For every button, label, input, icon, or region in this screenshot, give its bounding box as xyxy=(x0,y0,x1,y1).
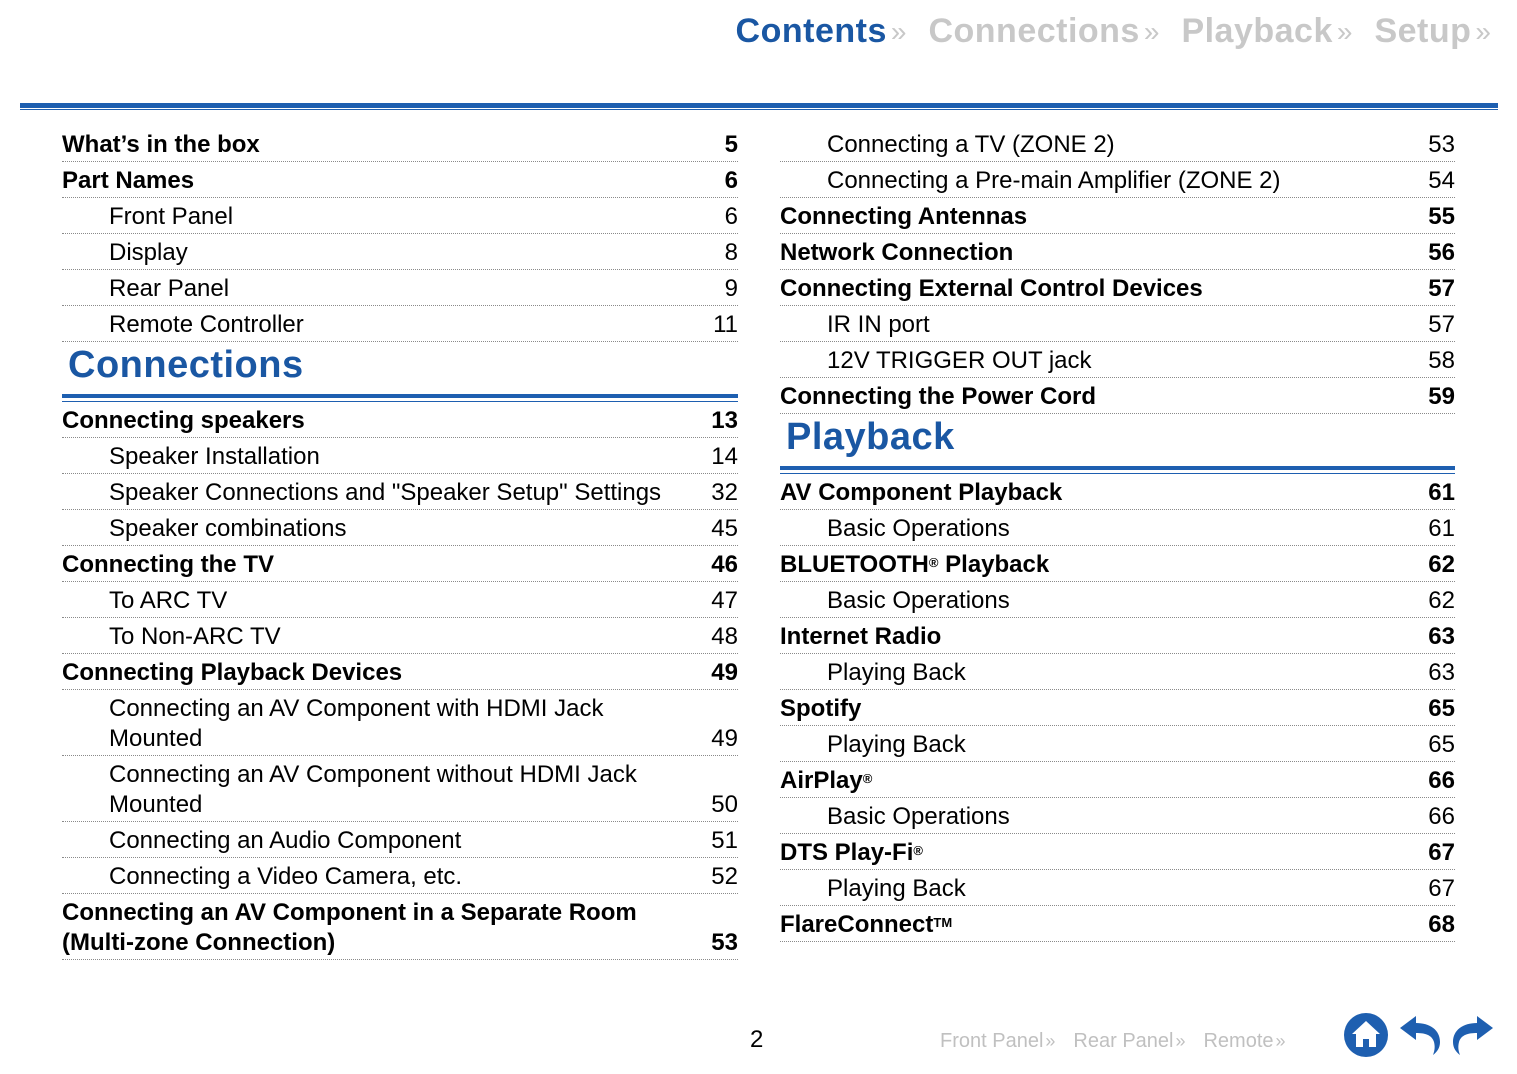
double-chevron-icon: » xyxy=(1475,15,1491,47)
footer-link-rear-panel[interactable] xyxy=(1073,1030,1185,1053)
toc-entry[interactable] xyxy=(780,474,1455,510)
section-rule-thin xyxy=(62,401,738,402)
toc-entry-title xyxy=(827,874,966,904)
toc-entry-title xyxy=(827,310,930,340)
toc-entry-page: 5 xyxy=(724,131,738,158)
page-number: 2 xyxy=(750,1026,764,1053)
toc-entry-title-text: Speaker combinations xyxy=(109,515,347,542)
toc-subentry[interactable] xyxy=(62,270,738,306)
section-rule xyxy=(780,466,1455,470)
section-title: Connections xyxy=(68,344,304,386)
toc-subentry[interactable] xyxy=(62,234,738,270)
toc-entry-page: 45 xyxy=(711,515,738,542)
nav-setup-label: Setup xyxy=(1374,12,1472,50)
toc-entry-page: 49 xyxy=(711,725,738,752)
toc-entry-title xyxy=(109,310,304,340)
toc-entry-title xyxy=(827,514,1010,544)
toc-entry-title-text: DTS Play-Fi xyxy=(780,839,914,866)
trademark-mark: ® xyxy=(913,843,923,858)
header-rule-thin xyxy=(20,109,1498,110)
toc-entry-page: 61 xyxy=(1428,479,1455,506)
section-rule xyxy=(62,394,738,398)
toc-entry-page: 48 xyxy=(711,623,738,650)
nav-playback[interactable] xyxy=(1181,12,1352,51)
toc-entry-page: 53 xyxy=(1428,131,1455,158)
nav-contents[interactable] xyxy=(736,12,907,51)
toc-left-column xyxy=(62,126,738,960)
toc-entry-page: 67 xyxy=(1428,875,1455,902)
toc-entry-title-text: Playing Back xyxy=(827,659,966,686)
toc-entry-page: 9 xyxy=(724,275,738,302)
toc-entry-title-text: Connecting an AV Component with HDMI Jack Mounted xyxy=(109,695,604,752)
toc-entry-title xyxy=(62,550,274,580)
toc-entry-title xyxy=(780,622,941,652)
toc-entry-page: 6 xyxy=(724,167,738,194)
footer-link-label: Remote xyxy=(1203,1030,1274,1052)
toc-entry-title xyxy=(780,202,1027,232)
toc-entry[interactable] xyxy=(780,906,1455,942)
toc-entry-title xyxy=(827,802,1010,832)
toc-entry-title xyxy=(827,586,1010,616)
toc-entry-title-text: Playing Back xyxy=(827,875,966,902)
toc-entry-title xyxy=(827,130,1115,160)
toc-entry-title xyxy=(62,658,402,688)
toc-entry-title-text: Spotify xyxy=(780,695,862,722)
toc-entry-title-text: Connecting the TV xyxy=(62,551,274,578)
toc-entry-title-text: 12V TRIGGER OUT jack xyxy=(827,347,1092,374)
toc-entry-title-text: Basic Operations xyxy=(827,803,1010,830)
toc-entry-page: 14 xyxy=(711,443,738,470)
toc-entry-title-suffix: Playback xyxy=(938,551,1050,578)
toc-entry-page: 62 xyxy=(1428,551,1455,578)
toc-entry[interactable] xyxy=(780,618,1455,654)
toc-entry-title xyxy=(109,274,229,304)
toc-entry[interactable] xyxy=(62,546,738,582)
section-title: Playback xyxy=(786,416,955,458)
toc-entry[interactable] xyxy=(780,234,1455,270)
toc-intro-list xyxy=(62,126,738,342)
toc-subentry[interactable] xyxy=(780,798,1455,834)
toc-entry[interactable] xyxy=(780,378,1455,414)
toc-entry-title-text: Rear Panel xyxy=(109,275,230,302)
toc-entry-page: 68 xyxy=(1428,911,1455,938)
toc-entry-page: 55 xyxy=(1428,203,1455,230)
toc-entry-title-text: Connecting Playback Devices xyxy=(62,659,403,686)
toc-subentry[interactable] xyxy=(780,342,1455,378)
toc-entry-title xyxy=(780,238,1013,268)
toc-subentry[interactable] xyxy=(62,510,738,546)
toc-entry-title-text: Connecting the Power Cord xyxy=(780,383,1097,410)
toc-entry-title-text: Connecting External Control Devices xyxy=(780,275,1203,302)
nav-connections[interactable] xyxy=(928,12,1159,51)
toc-subentry[interactable] xyxy=(780,162,1455,198)
toc-entry-title-text: Speaker Installation xyxy=(109,443,320,470)
toc-entry-title-text: Connecting a Video Camera, etc. xyxy=(109,863,463,890)
toc-entry-page: 57 xyxy=(1428,311,1455,338)
toc-connections-list xyxy=(62,402,738,960)
toc-entry[interactable] xyxy=(62,402,738,438)
toc-entry-page: 11 xyxy=(713,311,738,338)
toc-subentry[interactable] xyxy=(780,306,1455,342)
toc-entry-page: 57 xyxy=(1428,275,1455,302)
toc-entry-page: 32 xyxy=(711,479,738,506)
header-rule xyxy=(20,103,1498,108)
footer-link-label: Front Panel xyxy=(940,1030,1044,1052)
toc-connections-cont-list xyxy=(780,126,1455,414)
toc-entry-title xyxy=(780,478,1062,508)
double-chevron-icon: » xyxy=(1275,1031,1286,1051)
nav-contents-label: Contents xyxy=(735,12,887,50)
toc-entry[interactable] xyxy=(780,198,1455,234)
toc-entry-page: 47 xyxy=(711,587,738,614)
toc-entry[interactable] xyxy=(62,162,738,198)
toc-subentry[interactable] xyxy=(780,510,1455,546)
toc-entry-title xyxy=(109,442,320,472)
toc-entry-title xyxy=(780,382,1096,412)
toc-entry-page: 49 xyxy=(711,659,738,686)
home-icon[interactable] xyxy=(1343,1012,1389,1058)
toc-entry[interactable] xyxy=(780,834,1455,870)
toc-entry-title xyxy=(780,274,1203,304)
nav-setup[interactable] xyxy=(1374,12,1491,51)
toc-entry-page: 6 xyxy=(724,203,738,230)
trademark-mark: ® xyxy=(928,555,939,570)
toc-entry-title-text: What’s in the box xyxy=(62,131,260,158)
toc-entry-title xyxy=(780,766,872,796)
section-rule-thin xyxy=(780,473,1455,474)
toc-entry-title xyxy=(109,478,661,508)
toc-subentry[interactable] xyxy=(780,126,1455,162)
back-icon[interactable] xyxy=(1398,1014,1444,1056)
toc-entry-title xyxy=(109,862,462,892)
toc-entry-page: 13 xyxy=(711,407,738,434)
toc-entry-title-text: Speaker Connections and "Speaker Setup" Settings xyxy=(109,479,662,506)
toc-entry-title xyxy=(109,826,461,856)
toc-entry-title-text: AirPlay xyxy=(780,767,863,794)
toc-subentry[interactable] xyxy=(62,690,738,756)
toc-right-column xyxy=(780,126,1455,942)
toc-entry-title-text: IR IN port xyxy=(827,311,930,338)
toc-subentry[interactable] xyxy=(780,870,1455,906)
toc-entry[interactable] xyxy=(780,690,1455,726)
toc-subentry[interactable] xyxy=(780,726,1455,762)
toc-entry-title xyxy=(62,406,305,436)
toc-subentry[interactable] xyxy=(62,306,738,342)
toc-entry-title-text: To Non-ARC TV xyxy=(109,623,281,650)
toc-entry-title-text: AV Component Playback xyxy=(780,479,1063,506)
toc-entry-page: 66 xyxy=(1428,767,1455,794)
double-chevron-icon: » xyxy=(1336,15,1353,47)
footer-link-front-panel[interactable] xyxy=(940,1030,1055,1053)
toc-entry-title-text: Remote Controller xyxy=(109,311,304,338)
toc-entry-title xyxy=(109,760,637,820)
double-chevron-icon: » xyxy=(1175,1031,1186,1051)
toc-entry[interactable] xyxy=(780,546,1455,582)
toc-entry-title xyxy=(827,730,966,760)
toc-entry-title-text: Playing Back xyxy=(827,731,966,758)
toc-entry-title xyxy=(62,130,260,160)
toc-entry-title-text: FlareConnect xyxy=(780,911,934,938)
footer-link-remote[interactable] xyxy=(1203,1030,1285,1053)
toc-entry-title xyxy=(780,550,1049,580)
toc-entry[interactable] xyxy=(780,270,1455,306)
trademark-mark: TM xyxy=(933,915,953,930)
toc-entry-title-text: Connecting an AV Component in a Separate Room (Multi-zone Connection) xyxy=(62,899,637,956)
toc-entry-page: 59 xyxy=(1428,383,1455,410)
toc-entry-title xyxy=(109,202,233,232)
toc-entry-title-text: Connecting Antennas xyxy=(780,203,1028,230)
toc-entry-title xyxy=(827,166,1281,196)
toc-entry-page: 62 xyxy=(1428,587,1455,614)
toc-entry-page: 66 xyxy=(1428,803,1455,830)
toc-subentry[interactable] xyxy=(780,654,1455,690)
footer-link-label: Rear Panel xyxy=(1073,1030,1174,1052)
toc-entry-title xyxy=(109,238,188,268)
section-playback-header xyxy=(780,414,1455,474)
toc-entry-page: 50 xyxy=(711,791,738,818)
toc-entry-title xyxy=(780,694,861,724)
toc-entry-title xyxy=(827,346,1092,376)
toc-entry-title xyxy=(827,658,966,688)
toc-entry-page: 52 xyxy=(711,863,738,890)
toc-entry-page: 58 xyxy=(1428,347,1455,374)
toc-entry-title-text: Internet Radio xyxy=(780,623,942,650)
toc-entry[interactable] xyxy=(62,126,738,162)
toc-entry[interactable] xyxy=(62,654,738,690)
toc-entry-title xyxy=(109,586,227,616)
toc-subentry[interactable] xyxy=(62,438,738,474)
toc-playback-list xyxy=(780,474,1455,942)
toc-entry-title xyxy=(109,514,346,544)
toc-subentry[interactable] xyxy=(62,582,738,618)
toc-entry-page: 63 xyxy=(1428,623,1455,650)
double-chevron-icon: » xyxy=(1143,15,1160,47)
toc-entry-page: 53 xyxy=(711,929,738,956)
toc-subentry[interactable] xyxy=(780,582,1455,618)
toc-entry-title-text: Connecting a Pre-main Amplifier (ZONE 2) xyxy=(827,167,1281,194)
toc-entry-page: 46 xyxy=(711,551,738,578)
nav-connections-label: Connections xyxy=(928,12,1140,50)
toc-entry-title-text: Display xyxy=(109,239,188,266)
toc-entry-page: 67 xyxy=(1428,839,1455,866)
toc-subentry[interactable] xyxy=(62,618,738,654)
toc-entry-title-text: BLUETOOTH xyxy=(780,551,929,578)
toc-entry-page: 61 xyxy=(1428,515,1455,542)
nav-playback-label: Playback xyxy=(1181,12,1333,50)
toc-entry-title-text: To ARC TV xyxy=(109,587,228,614)
toc-subentry[interactable] xyxy=(62,822,738,858)
toc-entry[interactable] xyxy=(62,894,738,960)
toc-entry-title-text: Part Names xyxy=(62,167,195,194)
toc-subentry[interactable] xyxy=(62,474,738,510)
toc-entry-title-text: Connecting speakers xyxy=(62,407,305,434)
toc-entry-title-text: Network Connection xyxy=(780,239,1014,266)
forward-icon[interactable] xyxy=(1449,1014,1495,1056)
toc-entry-page: 56 xyxy=(1428,239,1455,266)
footer-navigation xyxy=(940,1030,1304,1053)
toc-entry-title-text: Connecting an Audio Component xyxy=(109,827,462,854)
toc-entry[interactable] xyxy=(780,762,1455,798)
toc-entry-page: 65 xyxy=(1428,731,1455,758)
trademark-mark: ® xyxy=(862,771,873,786)
toc-entry-title-text: Connecting an AV Component without HDMI Jack Mounted xyxy=(109,761,637,818)
toc-entry-title-text: Basic Operations xyxy=(827,515,1010,542)
double-chevron-icon: » xyxy=(890,15,907,47)
toc-entry-page: 51 xyxy=(711,827,738,854)
top-navigation xyxy=(714,12,1491,51)
toc-entry-title xyxy=(109,694,603,754)
toc-entry-title-text: Connecting a TV (ZONE 2) xyxy=(827,131,1115,158)
toc-entry-page: 8 xyxy=(724,239,738,266)
toc-entry-page: 63 xyxy=(1428,659,1455,686)
toc-entry-title xyxy=(62,166,194,196)
section-connections-header xyxy=(62,342,738,402)
toc-entry-title-text: Basic Operations xyxy=(827,587,1010,614)
toc-subentry[interactable] xyxy=(62,858,738,894)
toc-entry-page: 54 xyxy=(1428,167,1455,194)
toc-entry-title xyxy=(109,622,281,652)
toc-entry-title xyxy=(780,910,952,940)
toc-subentry[interactable] xyxy=(62,756,738,822)
toc-entry-title-text: Front Panel xyxy=(109,203,234,230)
double-chevron-icon: » xyxy=(1045,1031,1056,1051)
toc-entry-page: 65 xyxy=(1428,695,1455,722)
toc-entry-title xyxy=(62,898,637,958)
toc-entry-title xyxy=(780,838,923,868)
toc-subentry[interactable] xyxy=(62,198,738,234)
